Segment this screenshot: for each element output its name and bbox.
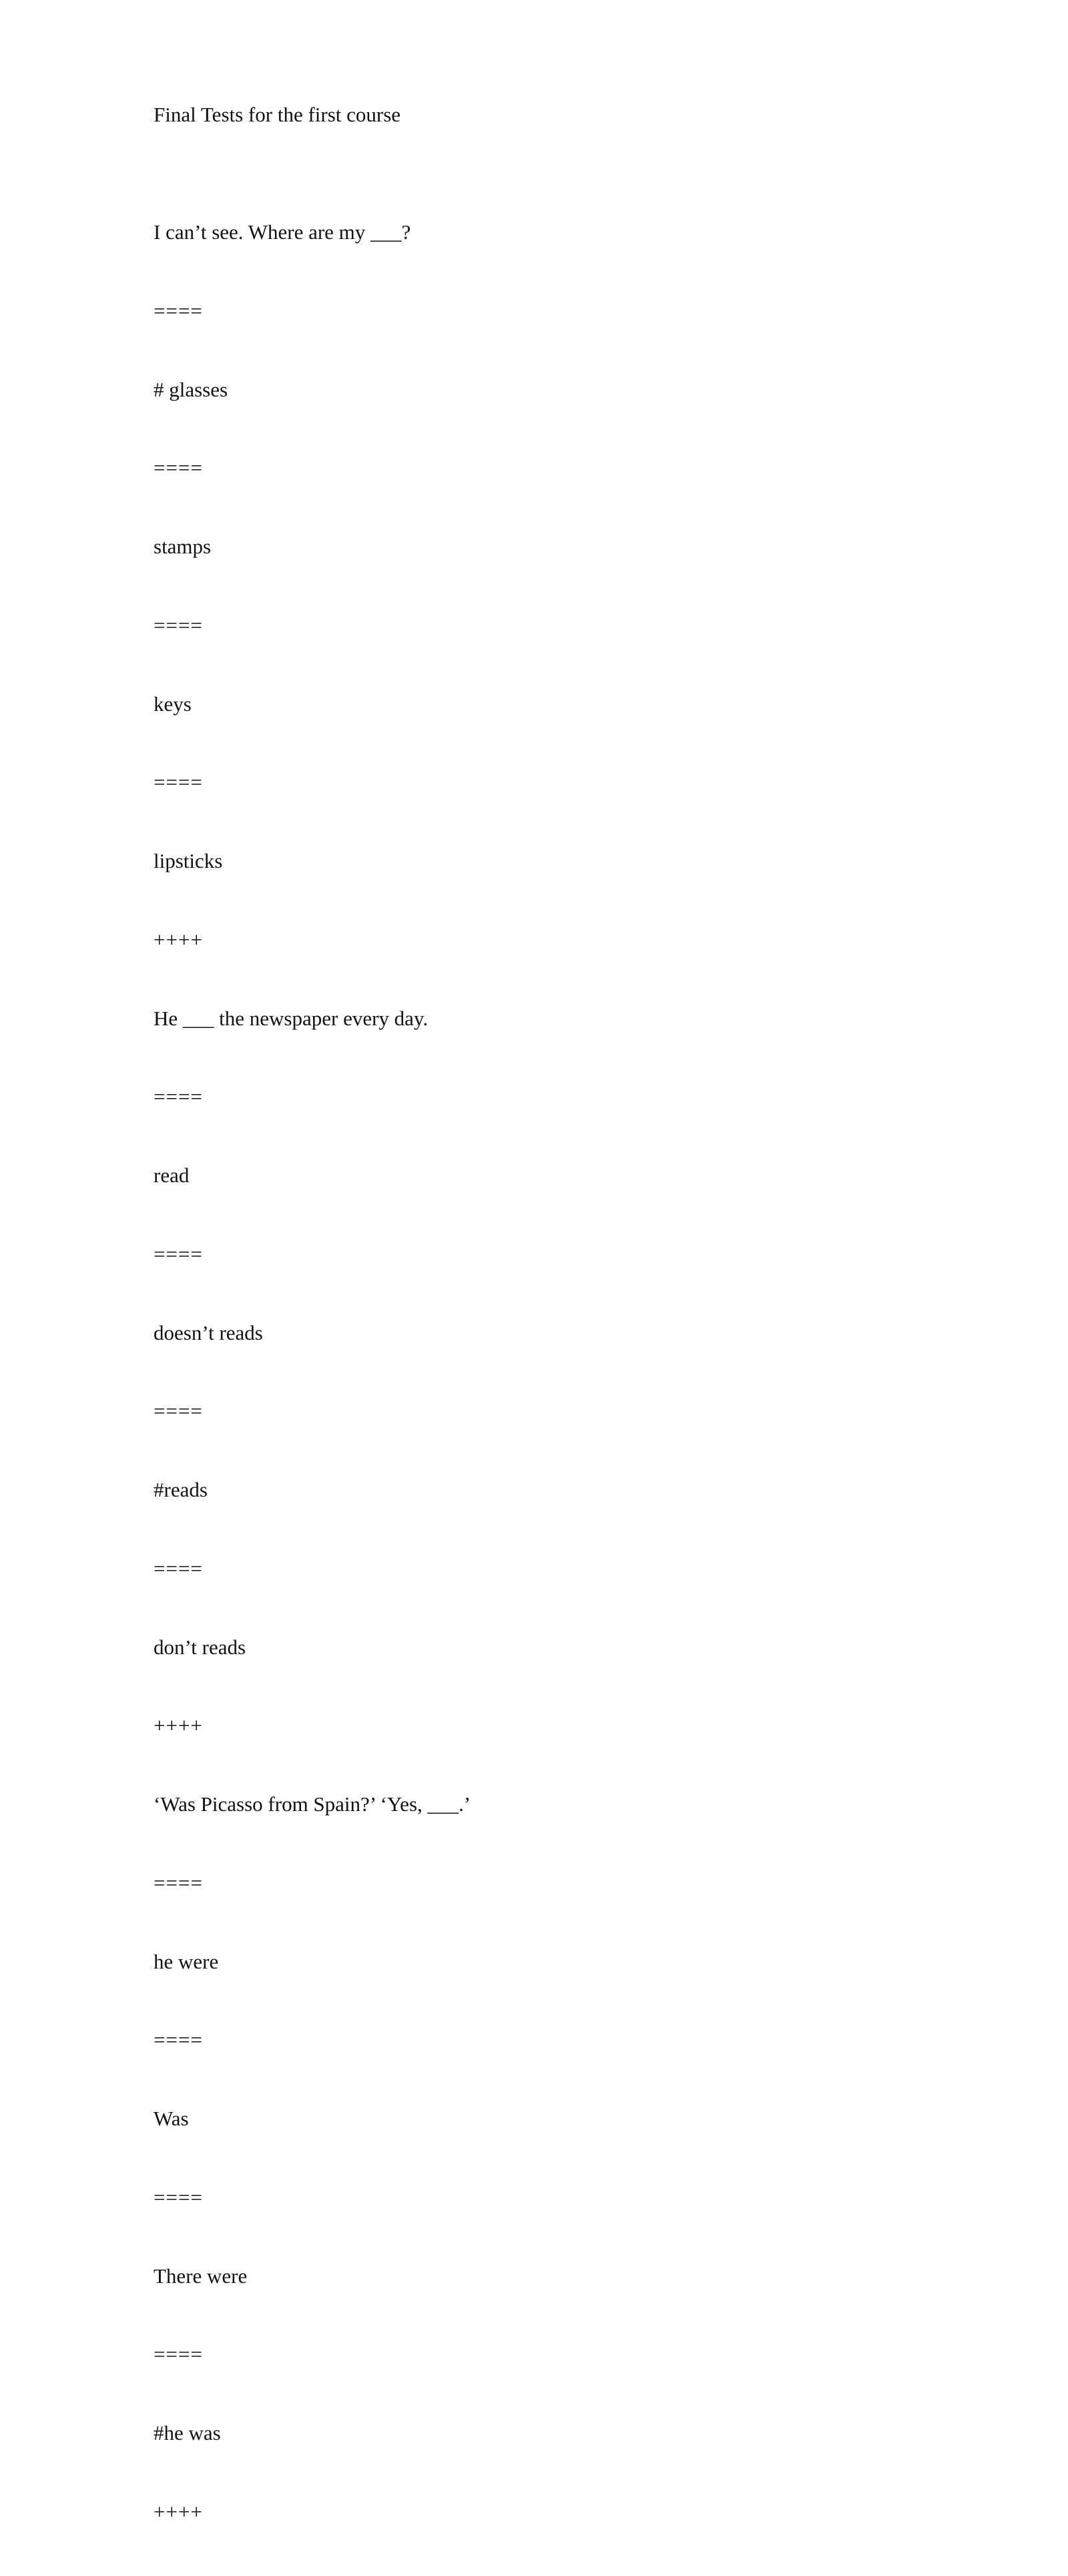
answer-line: he were [154,1949,219,1973]
separator-line: ==== [154,2342,203,2366]
question-line: ‘Was Picasso from Spain?’ ‘Yes, ___.’ [154,1792,471,1816]
separator-line: ==== [154,1242,203,1266]
answer-line: doesn’t reads [154,1320,263,1344]
separator-line: ==== [154,2028,203,2052]
answer-line: lipsticks [154,849,223,872]
test-lines [154,218,471,2576]
separator-line: ==== [154,456,203,480]
question-line: He ___ the newspaper every day. [154,1006,429,1030]
answer-line: keys [154,692,192,716]
separator-line: ==== [154,1556,203,1580]
separator-line: ==== [154,1085,203,1109]
answer-line: There were [154,2264,248,2288]
answer-line: Was [154,2107,189,2130]
answer-line: #reads [154,1478,208,1501]
separator-line: ==== [154,770,203,794]
document-title: Final Tests for the first course [154,103,401,126]
question-line: I can’t see. Where are my ___? [154,220,411,244]
answer-line: #he was [154,2421,221,2444]
answer-line: stamps [154,535,212,558]
separator-line: ==== [154,1870,203,1894]
separator-line: ==== [154,298,203,322]
separator-line: ++++ [154,1714,203,1738]
answer-line: don’t reads [154,1635,246,1659]
separator-line: ++++ [154,2499,203,2523]
separator-line: ==== [154,1399,203,1423]
answer-line: # glasses [154,377,228,401]
answer-line: read [154,1164,190,1187]
separator-line: ==== [154,613,203,637]
separator-line: ++++ [154,927,203,951]
separator-line: ==== [154,2185,203,2209]
